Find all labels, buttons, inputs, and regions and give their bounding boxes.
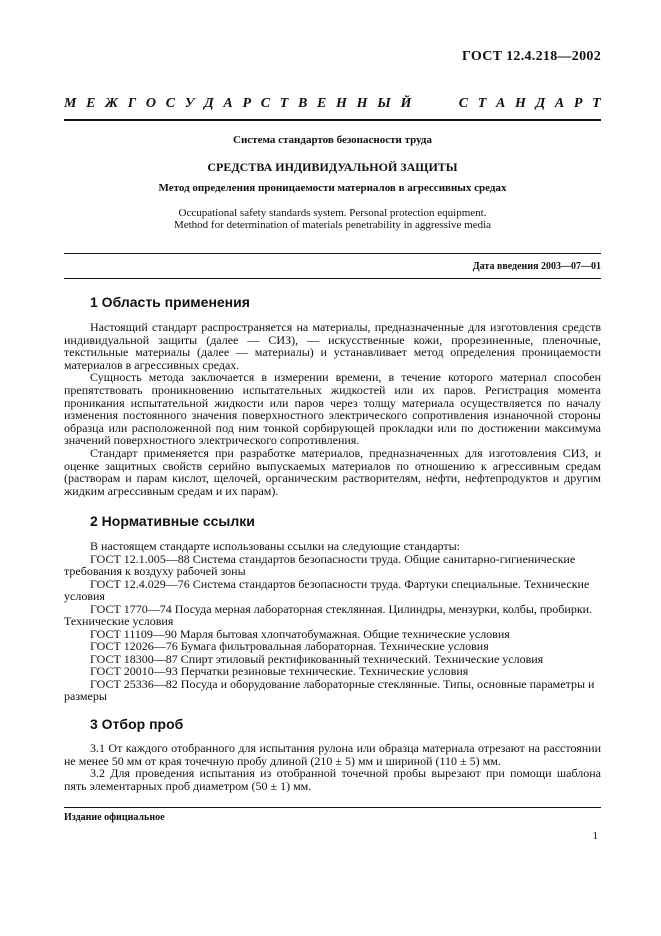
header-divider xyxy=(64,119,601,121)
banner-letter: Т xyxy=(477,96,487,111)
banner-letter: Н xyxy=(336,96,347,111)
banner-letter: Ж xyxy=(105,96,119,111)
banner-letter: Г xyxy=(127,96,137,111)
introduction-date: Дата введения 2003—07—01 xyxy=(472,261,601,272)
banner-letter: Д xyxy=(204,96,214,111)
banner-letter: Е xyxy=(86,96,96,111)
banner-letter: Н xyxy=(356,96,368,111)
reference-item: ГОСТ 18300—87 Спирт этиловый ректификованный технический. Технические условия xyxy=(90,651,544,666)
english-title xyxy=(64,207,601,231)
banner-letter: Е xyxy=(317,96,327,111)
banner-letter: Т xyxy=(592,96,601,111)
banner-letter: Д xyxy=(535,96,546,111)
section-3-paragraph-1: 3.1 От каждого отобранного для испытания рулона или образца материала отрезают на расстоянии не менее 50 мм от края точечную пробу длиной (210 ± 5) мм и шириной (110 ± 5) мм. xyxy=(64,741,601,768)
banner-letter: С xyxy=(458,96,469,111)
page-number: 1 xyxy=(592,830,598,842)
footer-divider xyxy=(64,807,601,808)
english-title-line-1: Occupational safety standards system. Personal protection equipment. xyxy=(178,207,487,219)
section-1-paragraph-3: Стандарт применяется при разработке материалов, предназначенных для изготовления СИЗ, и оценке защитных свойств серийно выпускаемых материалов по отношению к агрессивным средам (растворам и парам кислот, щелочей, органическим растворителям, нефти, нефтепродуктов и другим жидким агрессивным средам и их парам). xyxy=(64,445,601,498)
document-subtitle: Метод определения проницаемости материалов в агрессивных средах xyxy=(158,182,507,194)
section-1-paragraph-1: Настоящий стандарт распространяется на материалы, предназначенные для изготовления средств индивидуальной защиты (далее — СИЗ), — искусственные кожи, прорезиненные, пленочные, текстильные материалы (далее — материалы) и устанавливает метод определения проницаемости материалов в агрессивных средах. xyxy=(64,320,601,372)
section-1-paragraph-2: Сущность метода заключается в измерении времени, в течение которого материал способен препятствовать проникновению испытательных жидкостей или их паров. Регистрация момента проникания испытательной жидкости или паров через толщу материала осуществляется по началу изменения постоянного значения поверхностного электрического сопротивления изнаночной стороны образца или расположенной под ним тонкой сорбирующей прокладки или по достижении максимума значений поверхностного электрического сопротивления. xyxy=(64,370,601,448)
references-intro: В настоящем стандарте использованы ссылки на следующие стандарты: xyxy=(90,539,461,553)
section-3-paragraph-2: 3.2 Для проведения испытания из отобранной точечной пробы вырезают при помощи шаблона пять элементарных проб диаметром (50 ± 1) мм. xyxy=(64,766,601,793)
interstate-standard-banner xyxy=(64,96,601,112)
section-3-heading: 3 Отбор проб xyxy=(90,716,184,732)
reference-item: ГОСТ 1770—74 Посуда мерная лабораторная стеклянная. Цилиндры, мензурки, колбы, пробирки. Технические условия xyxy=(64,601,593,628)
banner-gap xyxy=(421,96,449,112)
official-edition-label: Издание официальное xyxy=(64,812,165,823)
banner-letter: А xyxy=(223,96,233,111)
banner-letter: А xyxy=(496,96,506,111)
section-2-heading: 2 Нормативные ссылки xyxy=(90,513,255,529)
reference-item: ГОСТ 12.4.029—76 Система стандартов безопасности труда. Фартуки специальные. Технические условия xyxy=(64,576,590,603)
section-1-body xyxy=(64,321,601,497)
banner-letter: Й xyxy=(400,96,412,111)
banner-letter: А xyxy=(554,96,565,111)
banner-letter: Т xyxy=(279,96,289,111)
normative-references xyxy=(64,540,601,703)
document-code: ГОСТ 12.4.218—2002 xyxy=(462,49,601,64)
document-title: СРЕДСТВА ИНДИВИДУАЛЬНОЙ ЗАЩИТЫ xyxy=(207,160,458,174)
banner-letter: Р xyxy=(573,96,583,111)
reference-item: ГОСТ 25336—82 Посуда и оборудование лабораторные стеклянные. Типы, основные параметры и размеры xyxy=(64,676,595,703)
banner-letter: О xyxy=(145,96,156,111)
title-divider xyxy=(64,253,601,254)
banner-letter: В xyxy=(297,96,308,111)
reference-item: ГОСТ 20010—93 Перчатки резиновые технические. Технические условия xyxy=(90,664,469,678)
section-3-body xyxy=(64,742,601,792)
english-title-line-2: Method for determination of materials penetrability in aggressive media xyxy=(173,219,492,231)
banner-letter: Р xyxy=(242,96,252,111)
series-title: Система стандартов безопасности труда xyxy=(233,134,432,146)
reference-item: ГОСТ 12.1.005—88 Система стандартов безопасности труда. Общие санитарно-гигиенические требования к воздуху рабочей зоны xyxy=(64,551,576,578)
banner-letter: С xyxy=(260,96,271,111)
banner-letter: М xyxy=(64,96,77,111)
banner-letter: Н xyxy=(515,96,526,111)
banner-letter: Ы xyxy=(377,96,391,111)
reference-item: ГОСТ 11109—90 Марля бытовая хлопчатобумажная. Общие технические условия xyxy=(90,626,510,641)
reference-item: ГОСТ 12026—76 Бумага фильтровальная лабораторная. Технические условия xyxy=(90,639,489,653)
banner-letter: С xyxy=(165,96,176,111)
date-divider xyxy=(64,278,601,279)
banner-letter: У xyxy=(184,96,195,111)
section-1-heading: 1 Область применения xyxy=(90,294,250,310)
